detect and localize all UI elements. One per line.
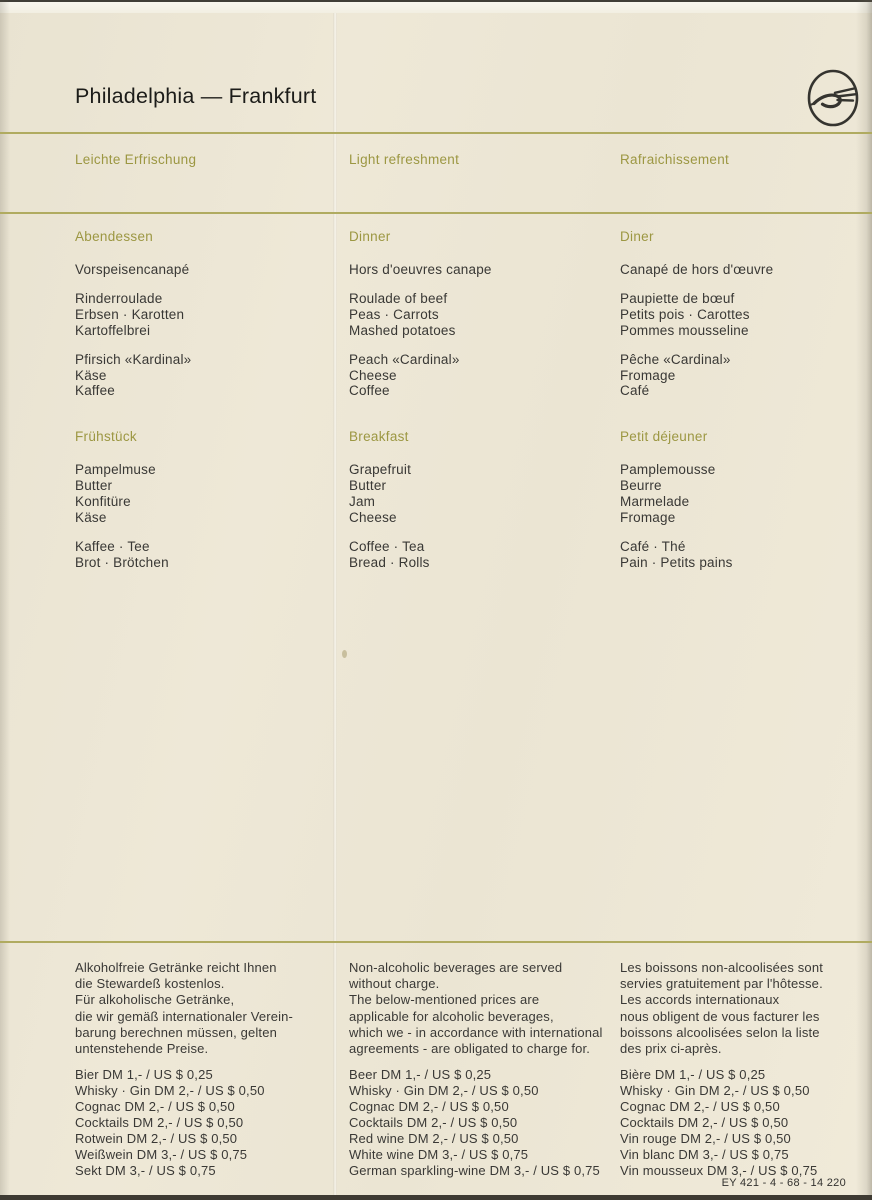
- menu-item: Peach «Cardinal»: [349, 351, 460, 367]
- note-line: untenstehende Preise.: [75, 1041, 209, 1057]
- price-line: Vin rouge DM 2,- / US $ 0,50: [620, 1131, 791, 1147]
- menu-item: Pommes mousseline: [620, 322, 749, 338]
- price-line: Cocktails DM 2,- / US $ 0,50: [349, 1115, 518, 1131]
- menu-item: Vorspeisencanapé: [75, 262, 190, 277]
- course-group: [620, 291, 872, 339]
- menu-section-dinner-de: [75, 229, 337, 399]
- course-group: [75, 462, 337, 526]
- menu-item: Café · Thé: [620, 538, 686, 554]
- beverage-note: [349, 960, 641, 1057]
- price-line: Vin blanc DM 3,- / US $ 0,75: [620, 1147, 789, 1163]
- menu-item: Kartoffelbrei: [75, 322, 151, 338]
- note-line: The below-mentioned prices are: [349, 992, 540, 1008]
- price-line: Cognac DM 2,- / US $ 0,50: [620, 1099, 780, 1115]
- lufthansa-logo: [804, 67, 862, 129]
- menu-item: Konfitüre: [75, 494, 131, 510]
- course-group: [75, 262, 337, 278]
- menu-item: Hors d'oeuvres canape: [349, 262, 492, 277]
- menu-item: Coffee · Tea: [349, 538, 425, 554]
- note-line: Les boissons non-alcoolisées sont: [620, 960, 823, 975]
- menu-item: Rinderroulade: [75, 290, 163, 306]
- menu-section-dinner-en: [349, 229, 611, 399]
- menu-item: Fromage: [620, 367, 676, 383]
- note-line: Les accords internationaux: [620, 992, 780, 1008]
- note-line: die wir gemäß internationaler Verein-: [75, 1008, 293, 1024]
- subtitle-de: Leichte Erfrischung: [75, 152, 197, 167]
- course-group: [349, 352, 611, 400]
- menu-item: Erbsen · Karotten: [75, 306, 185, 322]
- menu-item: Beurre: [620, 478, 662, 494]
- course-group: [349, 539, 611, 571]
- menu-item: Pfirsich «Kardinal»: [75, 351, 192, 367]
- menu-item: Brot · Brötchen: [75, 554, 169, 570]
- menu-item: Peas · Carrots: [349, 306, 439, 322]
- menu-item: Pêche «Cardinal»: [620, 351, 731, 367]
- menu-column-english: [349, 229, 611, 584]
- price-line: Cocktails DM 2,- / US $ 0,50: [75, 1115, 244, 1131]
- course-group: [75, 291, 337, 339]
- route-title: Philadelphia — Frankfurt: [75, 84, 317, 108]
- course-group: [349, 262, 611, 278]
- price-line: Red wine DM 2,- / US $ 0,50: [349, 1131, 519, 1147]
- price-line: White wine DM 3,- / US $ 0,75: [349, 1147, 529, 1163]
- divider-subtitle: [0, 212, 872, 214]
- scan-edge-bottom: [0, 1195, 872, 1200]
- course-group: [620, 462, 872, 526]
- note-line: Für alkoholische Getränke,: [75, 992, 235, 1008]
- note-line: Non-alcoholic beverages are served: [349, 960, 563, 975]
- print-code: EY 421 - 4 - 68 - 14 220: [721, 1177, 846, 1189]
- note-line: die Stewardeß kostenlos.: [75, 976, 225, 992]
- note-line: Alkoholfreie Getränke reicht Ihnen: [75, 960, 277, 975]
- beverage-column-french: [620, 960, 872, 1179]
- price-line: Bier DM 1,- / US $ 0,25: [75, 1067, 213, 1083]
- menu-item: Cheese: [349, 510, 397, 526]
- course-group: [620, 352, 872, 400]
- price-line: Cognac DM 2,- / US $ 0,50: [75, 1099, 235, 1115]
- menu-item: Canapé de hors d'œuvre: [620, 262, 774, 277]
- lufthansa-crane-icon: [804, 67, 862, 129]
- menu-item: Grapefruit: [349, 462, 412, 478]
- price-line: Weißwein DM 3,- / US $ 0,75: [75, 1147, 248, 1163]
- subtitle-en: Light refreshment: [349, 152, 460, 167]
- section-heading: Breakfast: [349, 429, 409, 445]
- scan-edge-left: [0, 0, 10, 1200]
- menu-item: Käse: [75, 367, 107, 383]
- divider-masthead: [0, 132, 872, 134]
- beverage-note: [75, 960, 367, 1057]
- course-group: [75, 539, 337, 571]
- menu-item: Butter: [349, 478, 387, 494]
- price-line: Rotwein DM 2,- / US $ 0,50: [75, 1131, 238, 1147]
- beverage-column-english: [349, 960, 641, 1179]
- menu-item: Paupiette de bœuf: [620, 290, 735, 306]
- paper-speck: [342, 650, 347, 658]
- section-heading: Dinner: [349, 229, 391, 244]
- beverage-column-german: [75, 960, 367, 1179]
- note-line: barung berechnen müssen, gelten: [75, 1024, 277, 1040]
- divider-beverages: [0, 941, 872, 943]
- price-line: Vin mousseux DM 3,- / US $ 0,75: [620, 1163, 818, 1179]
- course-group: [620, 262, 872, 278]
- section-heading: Abendessen: [75, 229, 154, 244]
- note-line: agreements - are obligated to charge for.: [349, 1041, 591, 1057]
- price-line: Bière DM 1,- / US $ 0,25: [620, 1067, 766, 1083]
- course-group: [620, 539, 872, 571]
- menu-item: Cheese: [349, 367, 397, 383]
- note-line: nous obligent de vous facturer les: [620, 1008, 820, 1024]
- menu-item: Marmelade: [620, 494, 690, 510]
- menu-item: Pamplemousse: [620, 462, 716, 478]
- note-line: without charge.: [349, 976, 440, 992]
- price-line: Whisky · Gin DM 2,- / US $ 0,50: [620, 1083, 810, 1099]
- menu-column-german: [75, 229, 337, 584]
- menu-item: Pampelmuse: [75, 462, 156, 478]
- price-line: Beer DM 1,- / US $ 0,25: [349, 1067, 492, 1083]
- menu-item: Pain · Petits pains: [620, 554, 733, 570]
- menu-item: Petits pois · Carottes: [620, 306, 750, 322]
- menu-item: Mashed potatoes: [349, 322, 456, 338]
- price-line: Whisky · Gin DM 2,- / US $ 0,50: [75, 1083, 265, 1099]
- price-line: Cocktails DM 2,- / US $ 0,50: [620, 1115, 789, 1131]
- menu-item: Fromage: [620, 510, 676, 526]
- menu-section-breakfast-en: [349, 429, 611, 570]
- section-heading: Diner: [620, 229, 654, 244]
- menu-section-breakfast-fr: [620, 429, 872, 570]
- note-line: servies gratuitement par l'hôtesse.: [620, 976, 823, 992]
- menu-item: Café: [620, 383, 650, 399]
- menu-item: Coffee: [349, 383, 390, 399]
- menu-section-dinner-fr: [620, 229, 872, 399]
- menu-column-french: [620, 229, 872, 584]
- course-group: [75, 352, 337, 400]
- price-line: Sekt DM 3,- / US $ 0,75: [75, 1163, 216, 1179]
- menu-item: Bread · Rolls: [349, 554, 430, 570]
- scan-edge-top: [0, 0, 872, 13]
- section-heading: Petit déjeuner: [620, 429, 708, 445]
- note-line: applicable for alcoholic beverages,: [349, 1008, 554, 1024]
- section-heading: Frühstück: [75, 429, 137, 445]
- note-line: boissons alcoolisées selon la liste: [620, 1024, 820, 1040]
- beverage-price-list: [349, 1067, 641, 1179]
- beverage-note: [620, 960, 872, 1057]
- menu-item: Käse: [75, 510, 107, 526]
- menu-section-breakfast-de: [75, 429, 337, 570]
- note-line: which we - in accordance with international: [349, 1024, 603, 1040]
- menu-item: Butter: [75, 478, 113, 494]
- course-group: [349, 462, 611, 526]
- price-line: German sparkling-wine DM 3,- / US $ 0,75: [349, 1163, 600, 1179]
- menu-item: Kaffee: [75, 383, 115, 399]
- price-line: Whisky · Gin DM 2,- / US $ 0,50: [349, 1083, 539, 1099]
- price-line: Cognac DM 2,- / US $ 0,50: [349, 1099, 509, 1115]
- menu-item: Kaffee · Tee: [75, 538, 150, 554]
- beverage-price-list: [75, 1067, 367, 1179]
- menu-item: Roulade of beef: [349, 290, 448, 306]
- menu-item: Jam: [349, 494, 376, 510]
- course-group: [349, 291, 611, 339]
- beverage-price-list: [620, 1067, 872, 1179]
- subtitle-fr: Rafraichissement: [620, 152, 730, 167]
- note-line: des prix ci-après.: [620, 1041, 722, 1057]
